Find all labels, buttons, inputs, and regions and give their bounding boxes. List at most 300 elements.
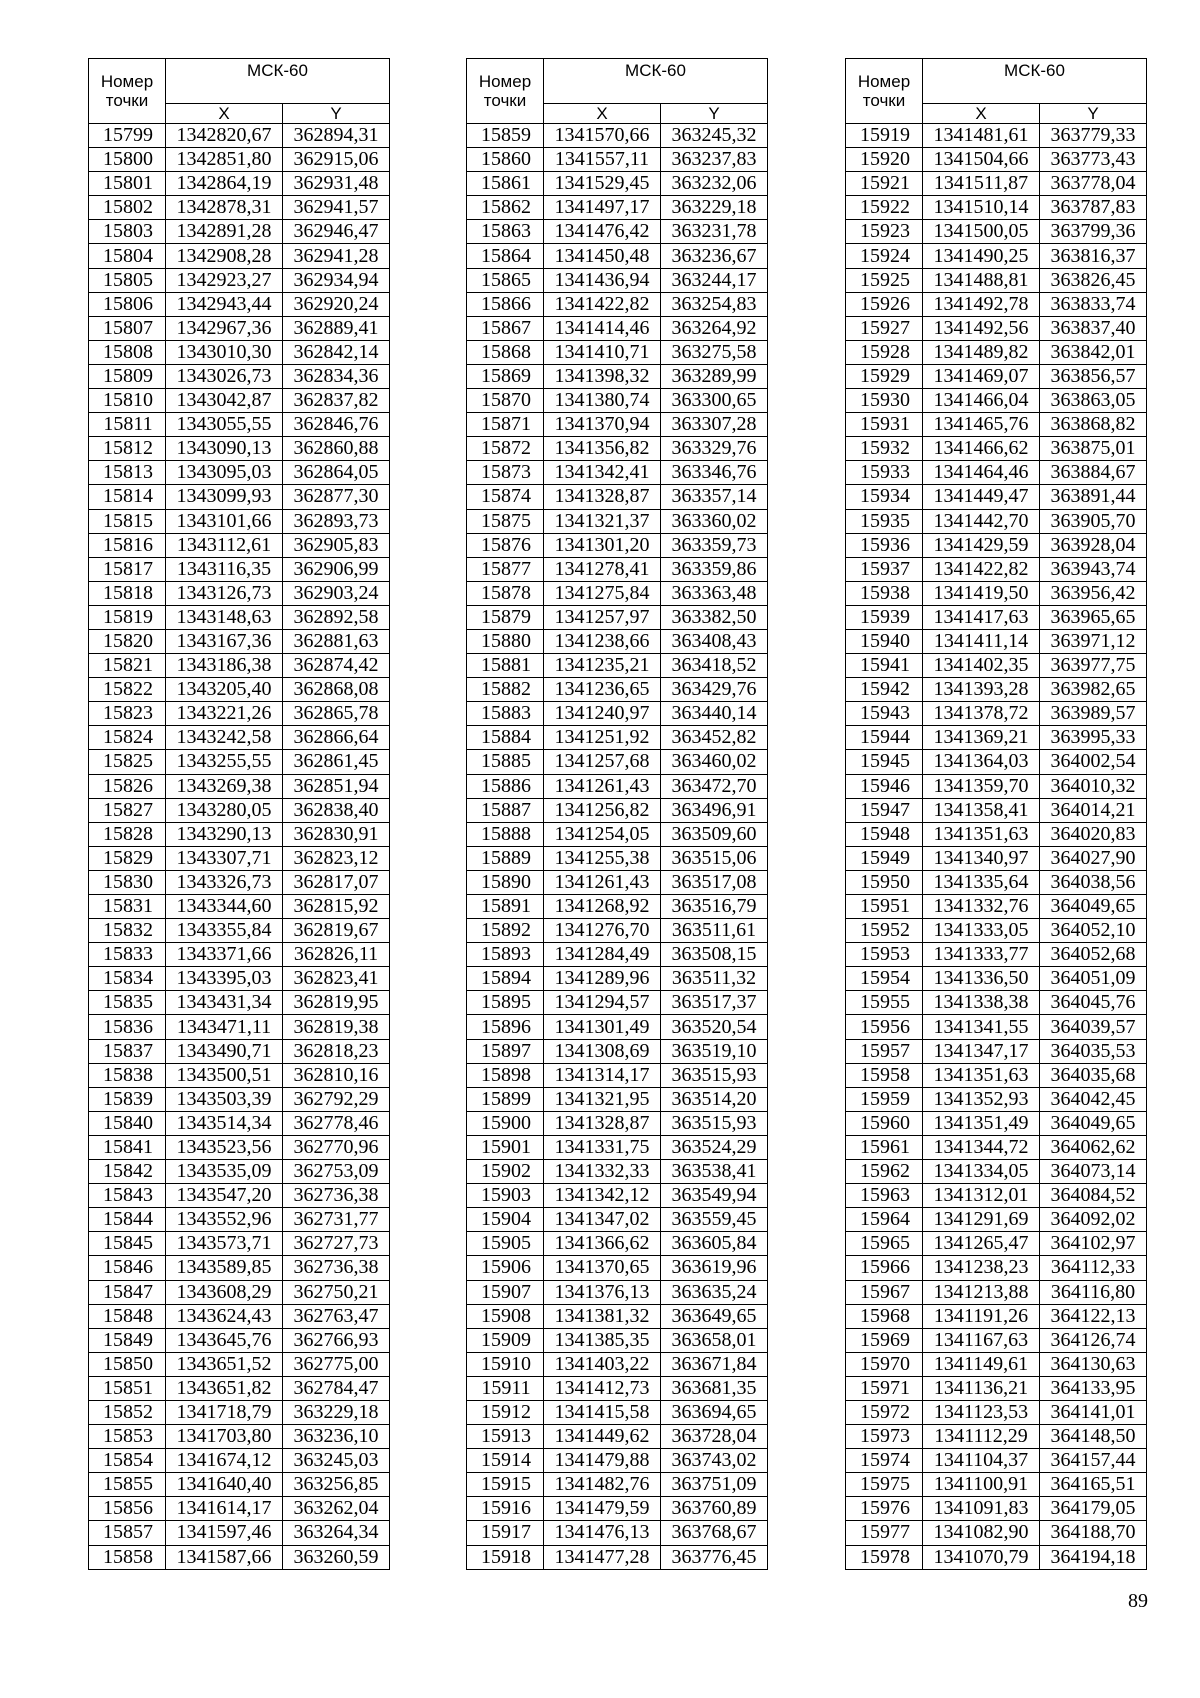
x-cell: 1341442,70 bbox=[923, 509, 1040, 533]
table-row bbox=[846, 1087, 1147, 1111]
point-number-cell: 15830 bbox=[89, 870, 166, 894]
x-cell: 1343490,71 bbox=[166, 1039, 283, 1063]
y-cell: 362861,45 bbox=[283, 750, 390, 774]
point-number-cell: 15885 bbox=[467, 750, 544, 774]
y-cell: 363359,86 bbox=[661, 557, 768, 581]
table-row bbox=[467, 1039, 768, 1063]
table-row bbox=[467, 967, 768, 991]
x-cell: 1343326,73 bbox=[166, 870, 283, 894]
point-number-cell: 15921 bbox=[846, 172, 923, 196]
table-row bbox=[846, 943, 1147, 967]
y-cell: 363429,76 bbox=[661, 678, 768, 702]
x-cell: 1343242,58 bbox=[166, 726, 283, 750]
x-cell: 1341333,77 bbox=[923, 943, 1040, 967]
x-cell: 1341104,37 bbox=[923, 1449, 1040, 1473]
y-cell: 362778,46 bbox=[283, 1111, 390, 1135]
y-cell: 363995,33 bbox=[1040, 726, 1147, 750]
point-number-cell: 15800 bbox=[89, 148, 166, 172]
x-cell: 1342878,31 bbox=[166, 196, 283, 220]
point-number-cell: 15904 bbox=[467, 1208, 544, 1232]
table-row bbox=[467, 1111, 768, 1135]
y-cell: 362838,40 bbox=[283, 798, 390, 822]
y-cell: 362834,36 bbox=[283, 364, 390, 388]
point-number-cell: 15939 bbox=[846, 605, 923, 629]
point-number-cell: 15803 bbox=[89, 220, 166, 244]
table-row bbox=[467, 1280, 768, 1304]
table-row bbox=[467, 774, 768, 798]
table-row bbox=[89, 1111, 390, 1135]
y-cell: 363232,06 bbox=[661, 172, 768, 196]
x-cell: 1343523,56 bbox=[166, 1135, 283, 1159]
y-cell: 364049,65 bbox=[1040, 1111, 1147, 1135]
x-cell: 1341341,55 bbox=[923, 1015, 1040, 1039]
table-row bbox=[467, 1015, 768, 1039]
y-cell: 362906,99 bbox=[283, 557, 390, 581]
x-cell: 1342864,19 bbox=[166, 172, 283, 196]
y-cell: 362851,94 bbox=[283, 774, 390, 798]
y-cell: 362731,77 bbox=[283, 1208, 390, 1232]
x-cell: 1341265,47 bbox=[923, 1232, 1040, 1256]
point-number-cell: 15881 bbox=[467, 654, 544, 678]
y-cell: 364052,10 bbox=[1040, 919, 1147, 943]
y-cell: 364042,45 bbox=[1040, 1087, 1147, 1111]
x-cell: 1341479,59 bbox=[544, 1497, 661, 1521]
y-cell: 363833,74 bbox=[1040, 292, 1147, 316]
x-cell: 1341238,23 bbox=[923, 1256, 1040, 1280]
point-number-cell: 15978 bbox=[846, 1545, 923, 1569]
x-cell: 1341504,66 bbox=[923, 148, 1040, 172]
point-number-cell: 15893 bbox=[467, 943, 544, 967]
table-row bbox=[846, 1400, 1147, 1424]
x-cell: 1341587,66 bbox=[166, 1545, 283, 1569]
x-cell: 1341570,66 bbox=[544, 124, 661, 148]
point-number-cell: 15949 bbox=[846, 846, 923, 870]
y-cell: 363799,36 bbox=[1040, 220, 1147, 244]
point-number-cell: 15849 bbox=[89, 1328, 166, 1352]
x-cell: 1341289,96 bbox=[544, 967, 661, 991]
coordinate-system-header: МСК-60 bbox=[923, 59, 1147, 104]
x-cell: 1341251,92 bbox=[544, 726, 661, 750]
y-cell: 364165,51 bbox=[1040, 1473, 1147, 1497]
table-row bbox=[846, 895, 1147, 919]
y-cell: 363856,57 bbox=[1040, 364, 1147, 388]
point-number-cell: 15824 bbox=[89, 726, 166, 750]
table-row bbox=[846, 244, 1147, 268]
y-cell: 364126,74 bbox=[1040, 1328, 1147, 1352]
y-cell: 364073,14 bbox=[1040, 1160, 1147, 1184]
x-cell: 1343651,52 bbox=[166, 1352, 283, 1376]
point-number-cell: 15894 bbox=[467, 967, 544, 991]
x-cell: 1341674,12 bbox=[166, 1449, 283, 1473]
x-cell: 1343055,55 bbox=[166, 413, 283, 437]
x-cell: 1341261,43 bbox=[544, 870, 661, 894]
y-cell: 363559,45 bbox=[661, 1208, 768, 1232]
x-cell: 1341301,49 bbox=[544, 1015, 661, 1039]
y-cell: 364116,80 bbox=[1040, 1280, 1147, 1304]
table-row bbox=[89, 1425, 390, 1449]
y-cell: 362894,31 bbox=[283, 124, 390, 148]
x-cell: 1341479,88 bbox=[544, 1449, 661, 1473]
point-number-cell: 15948 bbox=[846, 822, 923, 846]
x-cell: 1342820,67 bbox=[166, 124, 283, 148]
x-cell: 1341308,69 bbox=[544, 1039, 661, 1063]
x-cell: 1341340,97 bbox=[923, 846, 1040, 870]
x-cell: 1343205,40 bbox=[166, 678, 283, 702]
y-cell: 364027,90 bbox=[1040, 846, 1147, 870]
table-row bbox=[846, 1160, 1147, 1184]
table-row bbox=[467, 726, 768, 750]
table-row bbox=[846, 919, 1147, 943]
point-number-cell: 15807 bbox=[89, 316, 166, 340]
y-cell: 363826,45 bbox=[1040, 268, 1147, 292]
point-number-cell: 15860 bbox=[467, 148, 544, 172]
point-number-cell: 15852 bbox=[89, 1400, 166, 1424]
x-cell: 1343116,35 bbox=[166, 557, 283, 581]
table-row bbox=[467, 605, 768, 629]
x-header: X bbox=[544, 104, 661, 124]
point-number-cell: 15944 bbox=[846, 726, 923, 750]
x-cell: 1341091,83 bbox=[923, 1497, 1040, 1521]
x-cell: 1343290,13 bbox=[166, 822, 283, 846]
point-number-cell: 15915 bbox=[467, 1473, 544, 1497]
table-row bbox=[846, 437, 1147, 461]
y-cell: 363773,43 bbox=[1040, 148, 1147, 172]
point-number-cell: 15846 bbox=[89, 1256, 166, 1280]
point-number-cell: 15866 bbox=[467, 292, 544, 316]
x-cell: 1341351,63 bbox=[923, 822, 1040, 846]
point-number-cell: 15888 bbox=[467, 822, 544, 846]
point-number-cell: 15850 bbox=[89, 1352, 166, 1376]
x-cell: 1341411,14 bbox=[923, 629, 1040, 653]
y-cell: 363816,37 bbox=[1040, 244, 1147, 268]
y-cell: 362818,23 bbox=[283, 1039, 390, 1063]
y-cell: 362915,06 bbox=[283, 148, 390, 172]
x-cell: 1341380,74 bbox=[544, 389, 661, 413]
table-row bbox=[846, 1208, 1147, 1232]
y-cell: 362766,93 bbox=[283, 1328, 390, 1352]
table-row bbox=[467, 654, 768, 678]
table-row bbox=[846, 581, 1147, 605]
table-row bbox=[846, 1497, 1147, 1521]
point-number-cell: 15804 bbox=[89, 244, 166, 268]
point-number-cell: 15967 bbox=[846, 1280, 923, 1304]
point-number-cell: 15964 bbox=[846, 1208, 923, 1232]
x-cell: 1341335,64 bbox=[923, 870, 1040, 894]
x-cell: 1343126,73 bbox=[166, 581, 283, 605]
x-cell: 1341312,01 bbox=[923, 1184, 1040, 1208]
y-cell: 364035,68 bbox=[1040, 1063, 1147, 1087]
x-cell: 1341100,91 bbox=[923, 1473, 1040, 1497]
point-number-cell: 15977 bbox=[846, 1521, 923, 1545]
x-cell: 1341294,57 bbox=[544, 991, 661, 1015]
y-cell: 364141,01 bbox=[1040, 1400, 1147, 1424]
table-row bbox=[467, 292, 768, 316]
x-cell: 1341449,62 bbox=[544, 1425, 661, 1449]
y-header: Y bbox=[283, 104, 390, 124]
table-row bbox=[846, 1184, 1147, 1208]
y-cell: 362727,73 bbox=[283, 1232, 390, 1256]
y-cell: 363779,33 bbox=[1040, 124, 1147, 148]
point-number-cell: 15801 bbox=[89, 172, 166, 196]
y-cell: 364084,52 bbox=[1040, 1184, 1147, 1208]
x-cell: 1341488,81 bbox=[923, 268, 1040, 292]
table-row bbox=[89, 316, 390, 340]
x-cell: 1343514,34 bbox=[166, 1111, 283, 1135]
table-row bbox=[846, 389, 1147, 413]
table-row bbox=[467, 678, 768, 702]
x-cell: 1341255,38 bbox=[544, 846, 661, 870]
table-row bbox=[89, 1400, 390, 1424]
y-cell: 364122,13 bbox=[1040, 1304, 1147, 1328]
point-number-cell: 15943 bbox=[846, 702, 923, 726]
table-row bbox=[467, 148, 768, 172]
x-cell: 1341149,61 bbox=[923, 1352, 1040, 1376]
table-row bbox=[846, 1111, 1147, 1135]
x-cell: 1341490,25 bbox=[923, 244, 1040, 268]
point-number-cell: 15815 bbox=[89, 509, 166, 533]
point-number-cell: 15937 bbox=[846, 557, 923, 581]
table-row bbox=[89, 533, 390, 557]
y-cell: 363514,20 bbox=[661, 1087, 768, 1111]
point-number-cell: 15835 bbox=[89, 991, 166, 1015]
table-row bbox=[89, 629, 390, 653]
point-number-header: Номер точки bbox=[467, 59, 544, 124]
y-cell: 363965,65 bbox=[1040, 605, 1147, 629]
x-cell: 1343547,20 bbox=[166, 1184, 283, 1208]
y-cell: 362837,82 bbox=[283, 389, 390, 413]
x-cell: 1343552,96 bbox=[166, 1208, 283, 1232]
x-cell: 1341328,87 bbox=[544, 1111, 661, 1135]
x-cell: 1341464,46 bbox=[923, 461, 1040, 485]
point-number-cell: 15839 bbox=[89, 1087, 166, 1111]
x-cell: 1341333,05 bbox=[923, 919, 1040, 943]
table-row bbox=[89, 1063, 390, 1087]
x-cell: 1341331,75 bbox=[544, 1135, 661, 1159]
x-cell: 1341358,41 bbox=[923, 798, 1040, 822]
table-row bbox=[846, 509, 1147, 533]
y-cell: 363891,44 bbox=[1040, 485, 1147, 509]
y-cell: 362866,64 bbox=[283, 726, 390, 750]
table-row bbox=[467, 798, 768, 822]
point-number-cell: 15914 bbox=[467, 1449, 544, 1473]
point-number-cell: 15954 bbox=[846, 967, 923, 991]
x-cell: 1341482,76 bbox=[544, 1473, 661, 1497]
point-number-cell: 15856 bbox=[89, 1497, 166, 1521]
table-row bbox=[846, 1449, 1147, 1473]
table-row bbox=[467, 316, 768, 340]
table-row bbox=[846, 148, 1147, 172]
y-cell: 364179,05 bbox=[1040, 1497, 1147, 1521]
point-number-cell: 15903 bbox=[467, 1184, 544, 1208]
table-row bbox=[846, 172, 1147, 196]
y-cell: 363728,04 bbox=[661, 1425, 768, 1449]
x-cell: 1341378,72 bbox=[923, 702, 1040, 726]
y-cell: 364092,02 bbox=[1040, 1208, 1147, 1232]
point-number-cell: 15821 bbox=[89, 654, 166, 678]
table-row bbox=[846, 364, 1147, 388]
x-cell: 1342943,44 bbox=[166, 292, 283, 316]
x-cell: 1343112,61 bbox=[166, 533, 283, 557]
point-number-cell: 15968 bbox=[846, 1304, 923, 1328]
table-row bbox=[846, 1135, 1147, 1159]
table-row bbox=[846, 846, 1147, 870]
point-number-cell: 15952 bbox=[846, 919, 923, 943]
point-number-cell: 15971 bbox=[846, 1376, 923, 1400]
x-cell: 1341385,35 bbox=[544, 1328, 661, 1352]
x-cell: 1341321,95 bbox=[544, 1087, 661, 1111]
y-cell: 363509,60 bbox=[661, 822, 768, 846]
x-cell: 1341469,07 bbox=[923, 364, 1040, 388]
table-row bbox=[467, 1135, 768, 1159]
table-row bbox=[846, 533, 1147, 557]
x-cell: 1341376,13 bbox=[544, 1280, 661, 1304]
y-cell: 363928,04 bbox=[1040, 533, 1147, 557]
point-number-cell: 15946 bbox=[846, 774, 923, 798]
table-row bbox=[89, 1521, 390, 1545]
y-cell: 363515,06 bbox=[661, 846, 768, 870]
point-number-cell: 15819 bbox=[89, 605, 166, 629]
point-number-cell: 15875 bbox=[467, 509, 544, 533]
y-cell: 362864,05 bbox=[283, 461, 390, 485]
point-number-cell: 15862 bbox=[467, 196, 544, 220]
point-number-cell: 15877 bbox=[467, 557, 544, 581]
table-row bbox=[846, 292, 1147, 316]
table-row bbox=[467, 870, 768, 894]
table-row bbox=[467, 389, 768, 413]
x-cell: 1341422,82 bbox=[544, 292, 661, 316]
y-cell: 363681,35 bbox=[661, 1376, 768, 1400]
table-row bbox=[467, 919, 768, 943]
x-cell: 1341370,65 bbox=[544, 1256, 661, 1280]
y-cell: 363658,01 bbox=[661, 1328, 768, 1352]
table-row bbox=[467, 244, 768, 268]
x-cell: 1341352,93 bbox=[923, 1087, 1040, 1111]
point-number-cell: 15813 bbox=[89, 461, 166, 485]
point-number-cell: 15879 bbox=[467, 605, 544, 629]
table-row bbox=[89, 798, 390, 822]
y-cell: 363743,02 bbox=[661, 1449, 768, 1473]
y-cell: 362931,48 bbox=[283, 172, 390, 196]
point-number-cell: 15863 bbox=[467, 220, 544, 244]
table-row bbox=[467, 991, 768, 1015]
point-number-cell: 15837 bbox=[89, 1039, 166, 1063]
x-cell: 1341529,45 bbox=[544, 172, 661, 196]
y-cell: 363229,18 bbox=[283, 1400, 390, 1424]
x-cell: 1341356,82 bbox=[544, 437, 661, 461]
y-cell: 363863,05 bbox=[1040, 389, 1147, 413]
point-number-cell: 15961 bbox=[846, 1135, 923, 1159]
table-row bbox=[89, 124, 390, 148]
point-number-cell: 15920 bbox=[846, 148, 923, 172]
y-cell: 362893,73 bbox=[283, 509, 390, 533]
y-cell: 362946,47 bbox=[283, 220, 390, 244]
point-number-cell: 15973 bbox=[846, 1425, 923, 1449]
table-row bbox=[467, 437, 768, 461]
x-cell: 1343090,13 bbox=[166, 437, 283, 461]
table-row bbox=[89, 220, 390, 244]
y-cell: 363868,82 bbox=[1040, 413, 1147, 437]
table-row bbox=[89, 413, 390, 437]
y-cell: 362846,76 bbox=[283, 413, 390, 437]
table-row bbox=[846, 1521, 1147, 1545]
table-row bbox=[467, 1184, 768, 1208]
point-number-cell: 15825 bbox=[89, 750, 166, 774]
x-cell: 1343355,84 bbox=[166, 919, 283, 943]
y-cell: 362941,28 bbox=[283, 244, 390, 268]
x-cell: 1341703,80 bbox=[166, 1425, 283, 1449]
point-number-cell: 15827 bbox=[89, 798, 166, 822]
point-number-cell: 15847 bbox=[89, 1280, 166, 1304]
x-cell: 1341236,65 bbox=[544, 678, 661, 702]
x-cell: 1341614,17 bbox=[166, 1497, 283, 1521]
x-cell: 1341268,92 bbox=[544, 895, 661, 919]
point-number-cell: 15906 bbox=[467, 1256, 544, 1280]
table-row bbox=[467, 1449, 768, 1473]
y-cell: 363884,67 bbox=[1040, 461, 1147, 485]
point-number-cell: 15887 bbox=[467, 798, 544, 822]
table-row bbox=[467, 340, 768, 364]
y-cell: 363971,12 bbox=[1040, 629, 1147, 653]
table-row bbox=[89, 1304, 390, 1328]
point-number-cell: 15833 bbox=[89, 943, 166, 967]
x-cell: 1341417,63 bbox=[923, 605, 1040, 629]
point-number-cell: 15896 bbox=[467, 1015, 544, 1039]
point-number-cell: 15969 bbox=[846, 1328, 923, 1352]
table-row bbox=[846, 413, 1147, 437]
x-cell: 1341364,03 bbox=[923, 750, 1040, 774]
y-cell: 364035,53 bbox=[1040, 1039, 1147, 1063]
x-cell: 1341336,50 bbox=[923, 967, 1040, 991]
x-cell: 1341465,76 bbox=[923, 413, 1040, 437]
page-number: 89 bbox=[1128, 1590, 1148, 1612]
y-cell: 363360,02 bbox=[661, 509, 768, 533]
table-row bbox=[467, 1400, 768, 1424]
y-cell: 364112,33 bbox=[1040, 1256, 1147, 1280]
y-cell: 362815,92 bbox=[283, 895, 390, 919]
table-row bbox=[89, 1497, 390, 1521]
y-cell: 363262,04 bbox=[283, 1497, 390, 1521]
x-cell: 1341082,90 bbox=[923, 1521, 1040, 1545]
point-number-cell: 15832 bbox=[89, 919, 166, 943]
table-row bbox=[89, 1015, 390, 1039]
table-row bbox=[89, 1256, 390, 1280]
x-cell: 1341429,59 bbox=[923, 533, 1040, 557]
point-number-cell: 15826 bbox=[89, 774, 166, 798]
table-row bbox=[846, 1304, 1147, 1328]
point-number-cell: 15806 bbox=[89, 292, 166, 316]
y-cell: 363517,37 bbox=[661, 991, 768, 1015]
coordinates-table-3 bbox=[845, 58, 1147, 1570]
y-cell: 364051,09 bbox=[1040, 967, 1147, 991]
x-cell: 1341476,13 bbox=[544, 1521, 661, 1545]
table-row bbox=[467, 1208, 768, 1232]
point-number-cell: 15970 bbox=[846, 1352, 923, 1376]
x-cell: 1341334,05 bbox=[923, 1160, 1040, 1184]
point-number-cell: 15929 bbox=[846, 364, 923, 388]
point-number-cell: 15831 bbox=[89, 895, 166, 919]
y-cell: 363496,91 bbox=[661, 798, 768, 822]
y-cell: 364062,62 bbox=[1040, 1135, 1147, 1159]
point-number-cell: 15897 bbox=[467, 1039, 544, 1063]
point-number-cell: 15855 bbox=[89, 1473, 166, 1497]
y-cell: 363363,48 bbox=[661, 581, 768, 605]
point-number-cell: 15838 bbox=[89, 1063, 166, 1087]
point-number-cell: 15951 bbox=[846, 895, 923, 919]
table-row bbox=[467, 1497, 768, 1521]
point-number-cell: 15886 bbox=[467, 774, 544, 798]
table-row bbox=[846, 1280, 1147, 1304]
y-cell: 363515,93 bbox=[661, 1111, 768, 1135]
